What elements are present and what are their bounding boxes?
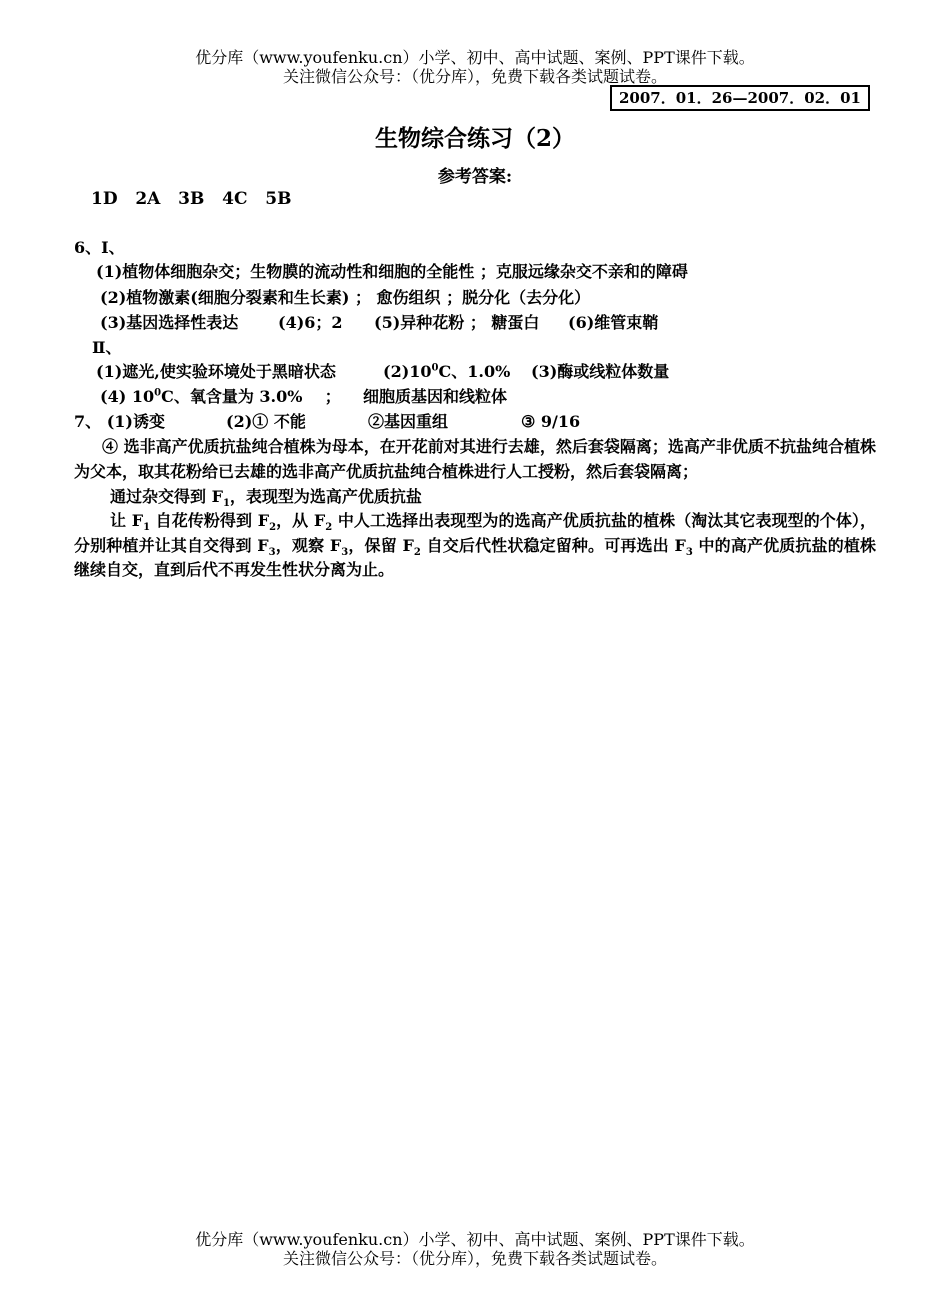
q6-part1-line3 bbox=[100, 313, 658, 333]
q7-paragraph-3 bbox=[74, 509, 876, 583]
q7-paragraph-2 bbox=[110, 487, 422, 510]
subscript: 3 bbox=[341, 546, 349, 558]
q6-ii-answer-4-text: (4) 10 bbox=[100, 387, 155, 406]
q6-part1-line1: (1)植物体细胞杂交；生物膜的流动性和细胞的全能性 ；克服远缘杂交不亲和的障碍 bbox=[96, 262, 688, 281]
q7-line1 bbox=[74, 412, 580, 432]
text: 自交后代性状稳定留种。可再选出 F bbox=[420, 535, 686, 555]
subscript: 2 bbox=[269, 522, 277, 534]
q7-paragraph-1: ④ 选非高产优质抗盐纯合植株为母本，在开花前对其进行去雄，然后套袋隔离；选高产非优质不抗盐纯合植株为父本，取其花粉给已去雄的选非高产优质抗盐纯合植株进行人工授粉，然后套袋隔离； bbox=[74, 437, 876, 481]
answer-heading: 参考答案: bbox=[437, 167, 513, 187]
q6-ii-answer-2 bbox=[383, 362, 531, 382]
answer-1: 1D bbox=[91, 189, 118, 209]
q6-part2-line2 bbox=[100, 387, 507, 407]
q7-p2-text-tail: ，表现型为选高产优质抗盐 bbox=[229, 487, 422, 506]
answer-4: 4C bbox=[222, 189, 248, 209]
q6-ii-answer-4-unit: C、氧含量为 3.0% bbox=[161, 387, 303, 406]
q7-answer-1: 7、 (1)诱变 bbox=[74, 412, 165, 431]
q6-answer-5: (5)异种花粉 ； 糖蛋白 bbox=[374, 313, 540, 332]
q6-part2-heading: Ⅱ、 bbox=[92, 338, 122, 357]
text: ，观察 F bbox=[275, 535, 342, 555]
subscript: 1 bbox=[143, 522, 151, 534]
header-line-2: 关注微信公众号：（优分库），免费下载各类试题试卷。 bbox=[282, 67, 667, 86]
text: 中的高产优质抗盐的植株继续自交，直到后代不再发生性状分离为止。 bbox=[74, 535, 876, 579]
text: 让 F bbox=[110, 511, 144, 530]
answer-2: 2A bbox=[135, 189, 161, 209]
q7-answer-4: ③ 9/16 bbox=[521, 412, 581, 431]
degree-superscript: 0 bbox=[154, 387, 162, 399]
q6-answer-4: (4)6；2 bbox=[278, 313, 343, 332]
q7-answer-2: (2)① 不能 bbox=[226, 412, 306, 431]
answer-5: 5B bbox=[265, 189, 292, 209]
q6-ii-answer-3: (3)酶或线粒体数量 bbox=[531, 362, 670, 381]
text: 自花传粉得到 F bbox=[150, 511, 270, 530]
q7-answer-3: ②基因重组 bbox=[368, 412, 449, 431]
q6-ii-answer-1: (1)遮光,使实验环境处于黑暗状态 bbox=[96, 362, 336, 381]
header-line-1: 优分库（www.youfenku.cn）小学、初中、高中试题、案例、PPT课件下载。 bbox=[195, 48, 755, 67]
footer-line-1: 优分库（www.youfenku.cn）小学、初中、高中试题、案例、PPT课件下载。 bbox=[195, 1230, 755, 1249]
page-title: 生物综合练习（2） bbox=[374, 125, 575, 152]
date-range-box: 2007．01．26—2007．02．01 bbox=[610, 85, 870, 111]
separator: ； bbox=[324, 387, 341, 406]
answer-3: 3B bbox=[178, 189, 205, 209]
q6-ii-answer-4-tail: 细胞质基因和线粒体 bbox=[363, 387, 508, 406]
subscript: 3 bbox=[268, 546, 276, 558]
subscript: 1 bbox=[222, 498, 230, 510]
choice-answers bbox=[91, 189, 291, 209]
q6-part2-line1 bbox=[96, 362, 669, 382]
text: ，保留 F bbox=[348, 535, 414, 555]
text: ，从 F bbox=[276, 511, 326, 530]
text: 中人工选择出表现型为的选高产优质抗盐的植株（淘汰其它表现型的个体），分别种植并让其自交得到 F bbox=[74, 511, 876, 555]
q6-answer-3: (3)基因选择性表达 bbox=[100, 313, 239, 332]
q6-ii-answer-2-text: (2)10 bbox=[383, 362, 432, 381]
q6-part1-line2: (2)植物激素(细胞分裂素和生长素) ； 愈伤组织 ；脱分化（去分化） bbox=[100, 288, 591, 307]
footer-line-2: 关注微信公众号：（优分库），免费下载各类试题试卷。 bbox=[282, 1249, 667, 1268]
subscript: 2 bbox=[325, 522, 333, 534]
q6-heading: 6、Ⅰ、 bbox=[74, 238, 125, 257]
subscript: 3 bbox=[685, 546, 693, 558]
subscript: 2 bbox=[413, 546, 421, 558]
degree-superscript: 0 bbox=[431, 362, 439, 374]
q7-p2-text: 通过杂交得到 F bbox=[110, 487, 223, 506]
q6-answer-6: (6)维管束鞘 bbox=[568, 313, 659, 332]
q6-ii-answer-2-unit: C、1.0% bbox=[438, 362, 511, 381]
